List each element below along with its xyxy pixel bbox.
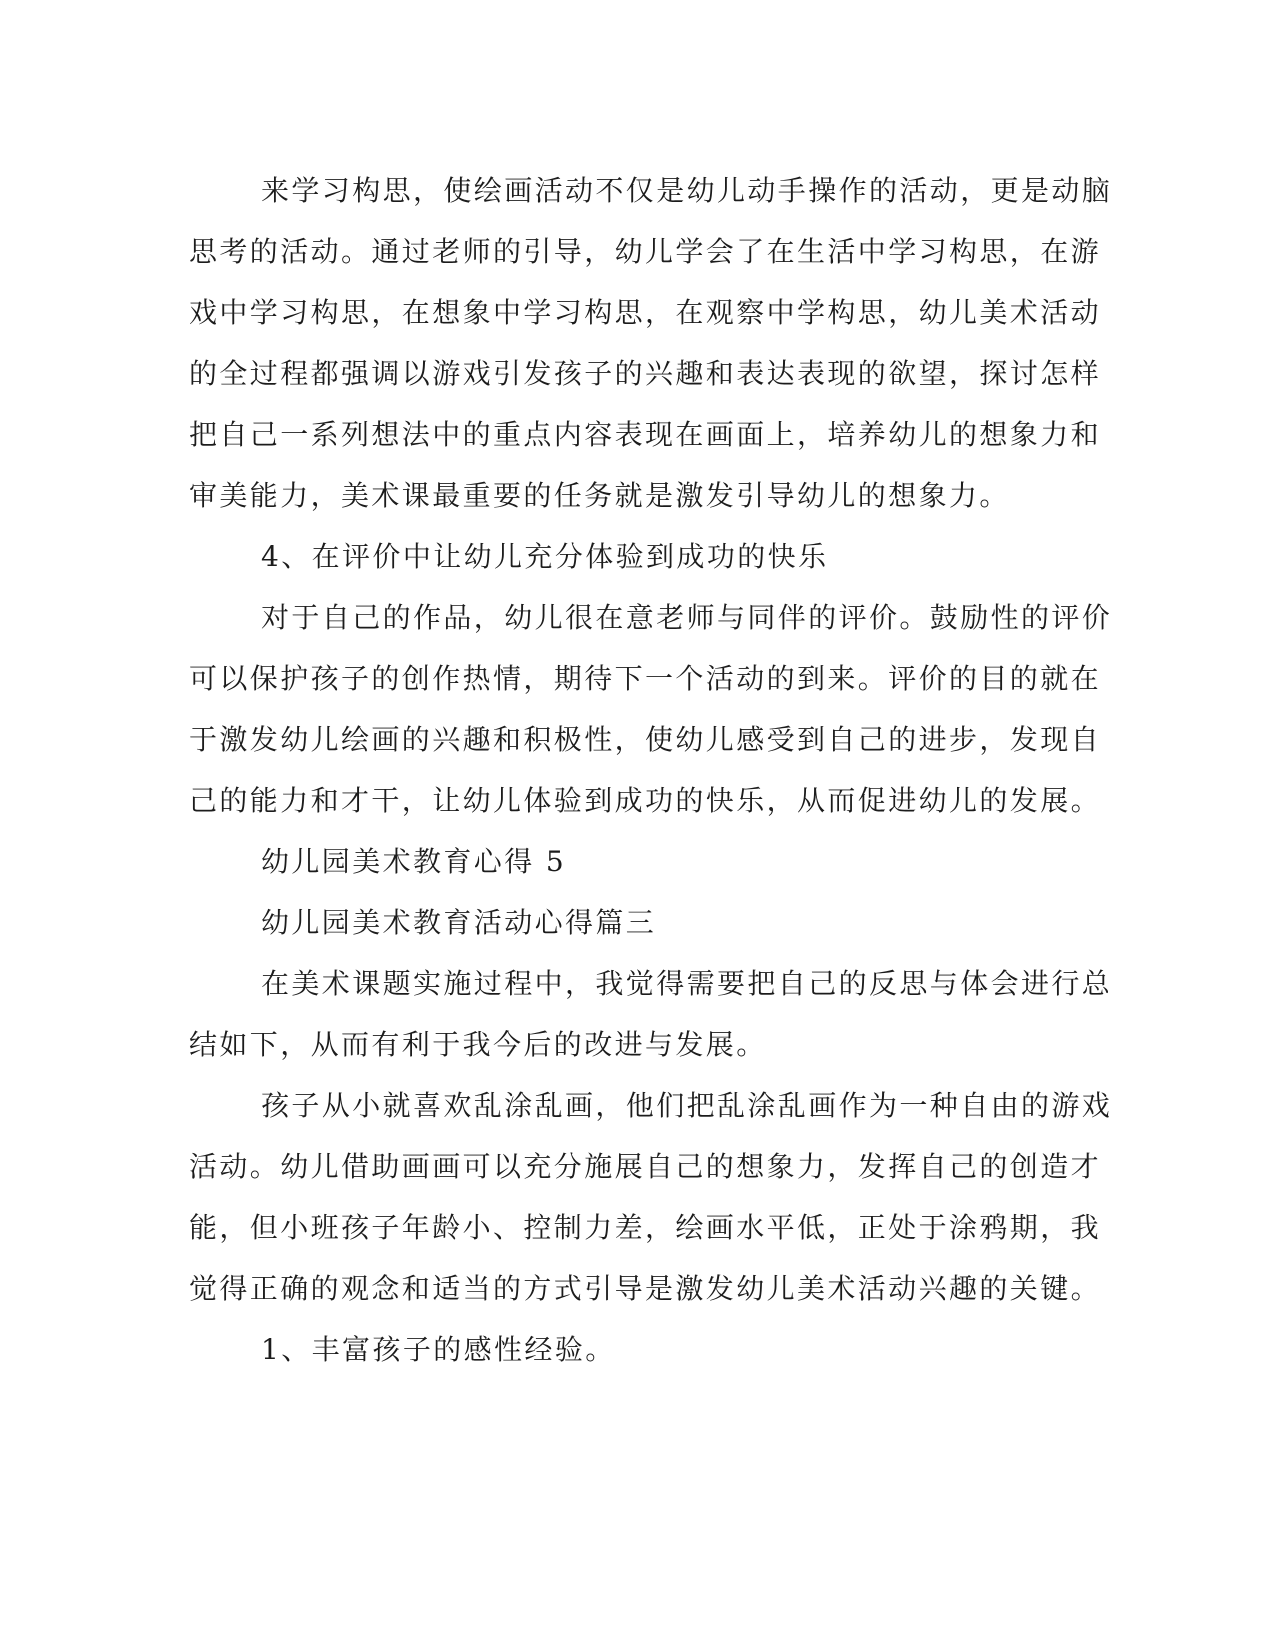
text-line: 孩子从小就喜欢乱涂乱画，他们把乱涂乱画作为一种自由的游戏 [261,1089,1113,1122]
text-line: 来学习构思，使绘画活动不仅是幼儿动手操作的活动，更是动脑 [261,174,1113,207]
section-heading: 4、在评价中让幼儿充分体验到成功的快乐 [261,540,829,573]
text-line: 审美能力，美术课最重要的任务就是激发引导幼儿的想象力。 [189,479,1010,512]
text-line: 对于自己的作品，幼儿很在意老师与同伴的评价。鼓励性的评价 [261,601,1113,634]
text-line: 活动。幼儿借助画画可以充分施展自己的想象力，发挥自己的创造才 [189,1150,1102,1183]
document-body [189,160,1113,1380]
text-line: 的全过程都强调以游戏引发孩子的兴趣和表达表现的欲望，探讨怎样 [189,357,1102,390]
article-title: 幼儿园美术教育心得 5 [261,845,567,878]
text-line: 结如下，从而有利于我今后的改进与发展。 [189,1028,767,1061]
section-heading: 1、丰富孩子的感性经验。 [261,1333,616,1366]
text-line: 把自己一系列想法中的重点内容表现在画面上，培养幼儿的想象力和 [189,418,1102,451]
text-line: 可以保护孩子的创作热情，期待下一个活动的到来。评价的目的就在 [189,662,1102,695]
article-subtitle: 幼儿园美术教育活动心得篇三 [261,906,657,939]
text-line: 己的能力和才干，让幼儿体验到成功的快乐，从而促进幼儿的发展。 [189,784,1102,817]
text-line: 觉得正确的观念和适当的方式引导是激发幼儿美术活动兴趣的关键。 [189,1272,1102,1305]
text-line: 在美术课题实施过程中，我觉得需要把自己的反思与体会进行总 [261,967,1113,1000]
text-line: 于激发幼儿绘画的兴趣和积极性，使幼儿感受到自己的进步，发现自 [189,723,1102,756]
text-line: 思考的活动。通过老师的引导，幼儿学会了在生活中学习构思，在游 [189,235,1102,268]
text-line: 能，但小班孩子年龄小、控制力差，绘画水平低，正处于涂鸦期，我 [189,1211,1102,1244]
text-line: 戏中学习构思，在想象中学习构思，在观察中学构思，幼儿美术活动 [189,296,1102,329]
